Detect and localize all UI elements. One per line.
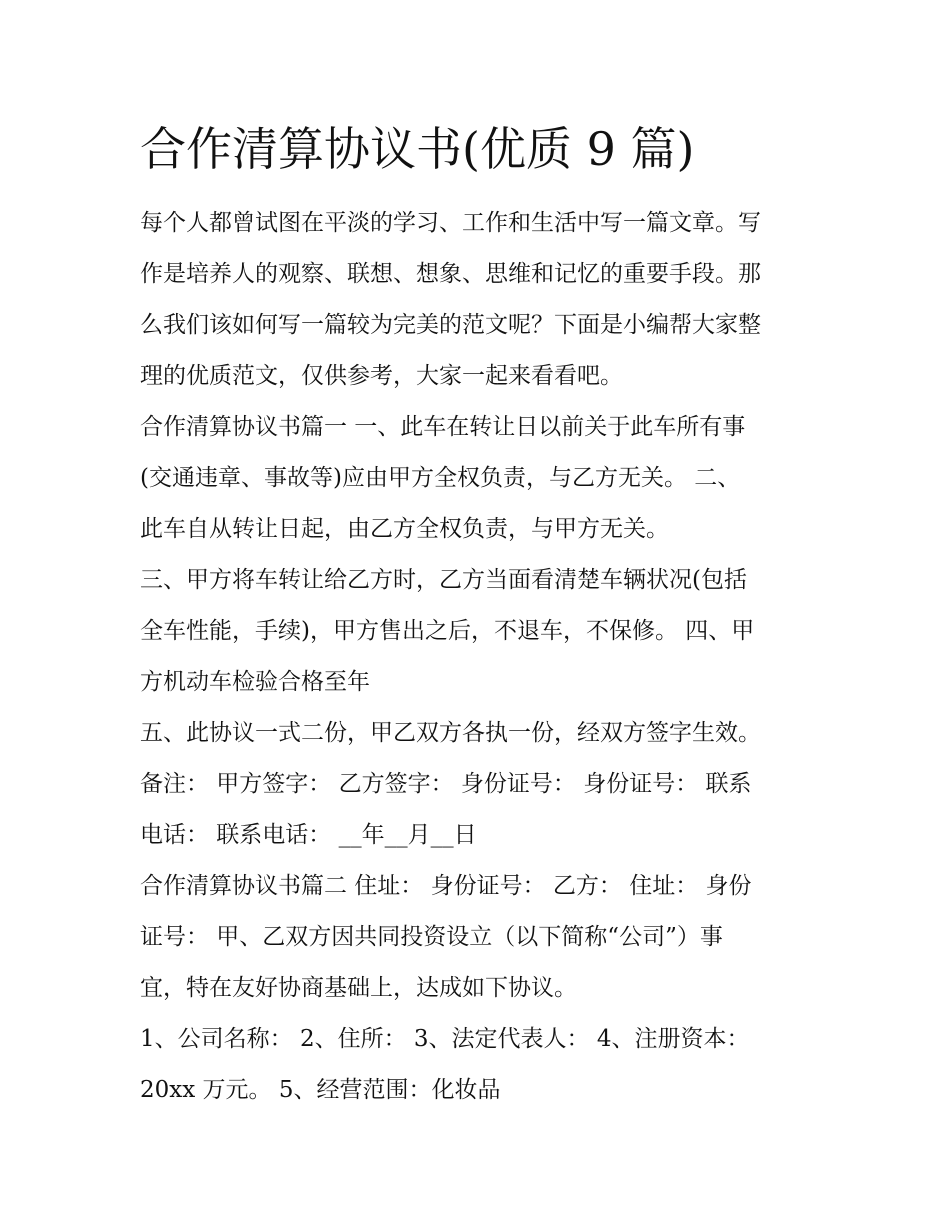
text-line: 合作清算协议书篇二 住址： 身份证号： 乙方： 住址： 身份 <box>140 873 752 899</box>
text-line: 宜，特在友好协商基础上，达成如下协议。 <box>140 975 577 1001</box>
text-line: 作是培养人的观察、联想、想象、思维和记忆的重要手段。那 <box>140 261 761 287</box>
text-line: 每个人都曾试图在平淡的学习、工作和生活中写一篇文章。写 <box>140 210 761 236</box>
text-line: 1、公司名称： 2、住所： 3、法定代表人： 4、注册资本： <box>140 1026 750 1052</box>
text-line: 20xx 万元。 5、经营范围：化妆品 <box>140 1077 501 1103</box>
text-line: 备注： 甲方签字： 乙方签字： 身份证号： 身份证号： 联系 <box>140 771 752 797</box>
text-line: 全车性能，手续)，甲方售出之后，不退车，不保修。 四、甲 <box>140 618 755 644</box>
document-body <box>140 198 820 1116</box>
text-line: 五、此协议一式二份，甲乙双方各执一份，经双方签字生效。 <box>140 720 761 746</box>
text-line: 此车自从转让日起，由乙方全权负责，与甲方无关。 <box>140 516 669 542</box>
text-line: 三、甲方将车转让给乙方时，乙方当面看清楚车辆状况(包括 <box>140 567 747 593</box>
text-line: 理的优质范文，仅供参考，大家一起来看看吧。 <box>140 363 623 389</box>
text-line: (交通违章、事故等)应由甲方全权负责，与乙方无关。 二、 <box>140 465 741 491</box>
text-line: 么我们该如何写一篇较为完美的范文呢？下面是小编帮大家整 <box>140 312 761 338</box>
text-line: 电话： 联系电话： __年__月__日 <box>140 822 477 848</box>
text-line: 证号： 甲、乙双方因共同投资设立（以下简称“公司”）事 <box>140 924 723 950</box>
text-line: 方机动车检验合格至年 <box>140 669 370 695</box>
page-title: 合作清算协议书(优质 9 篇) <box>140 122 695 176</box>
text-line: 合作清算协议书篇一 一、此车在转让日以前关于此车所有事 <box>140 414 746 440</box>
